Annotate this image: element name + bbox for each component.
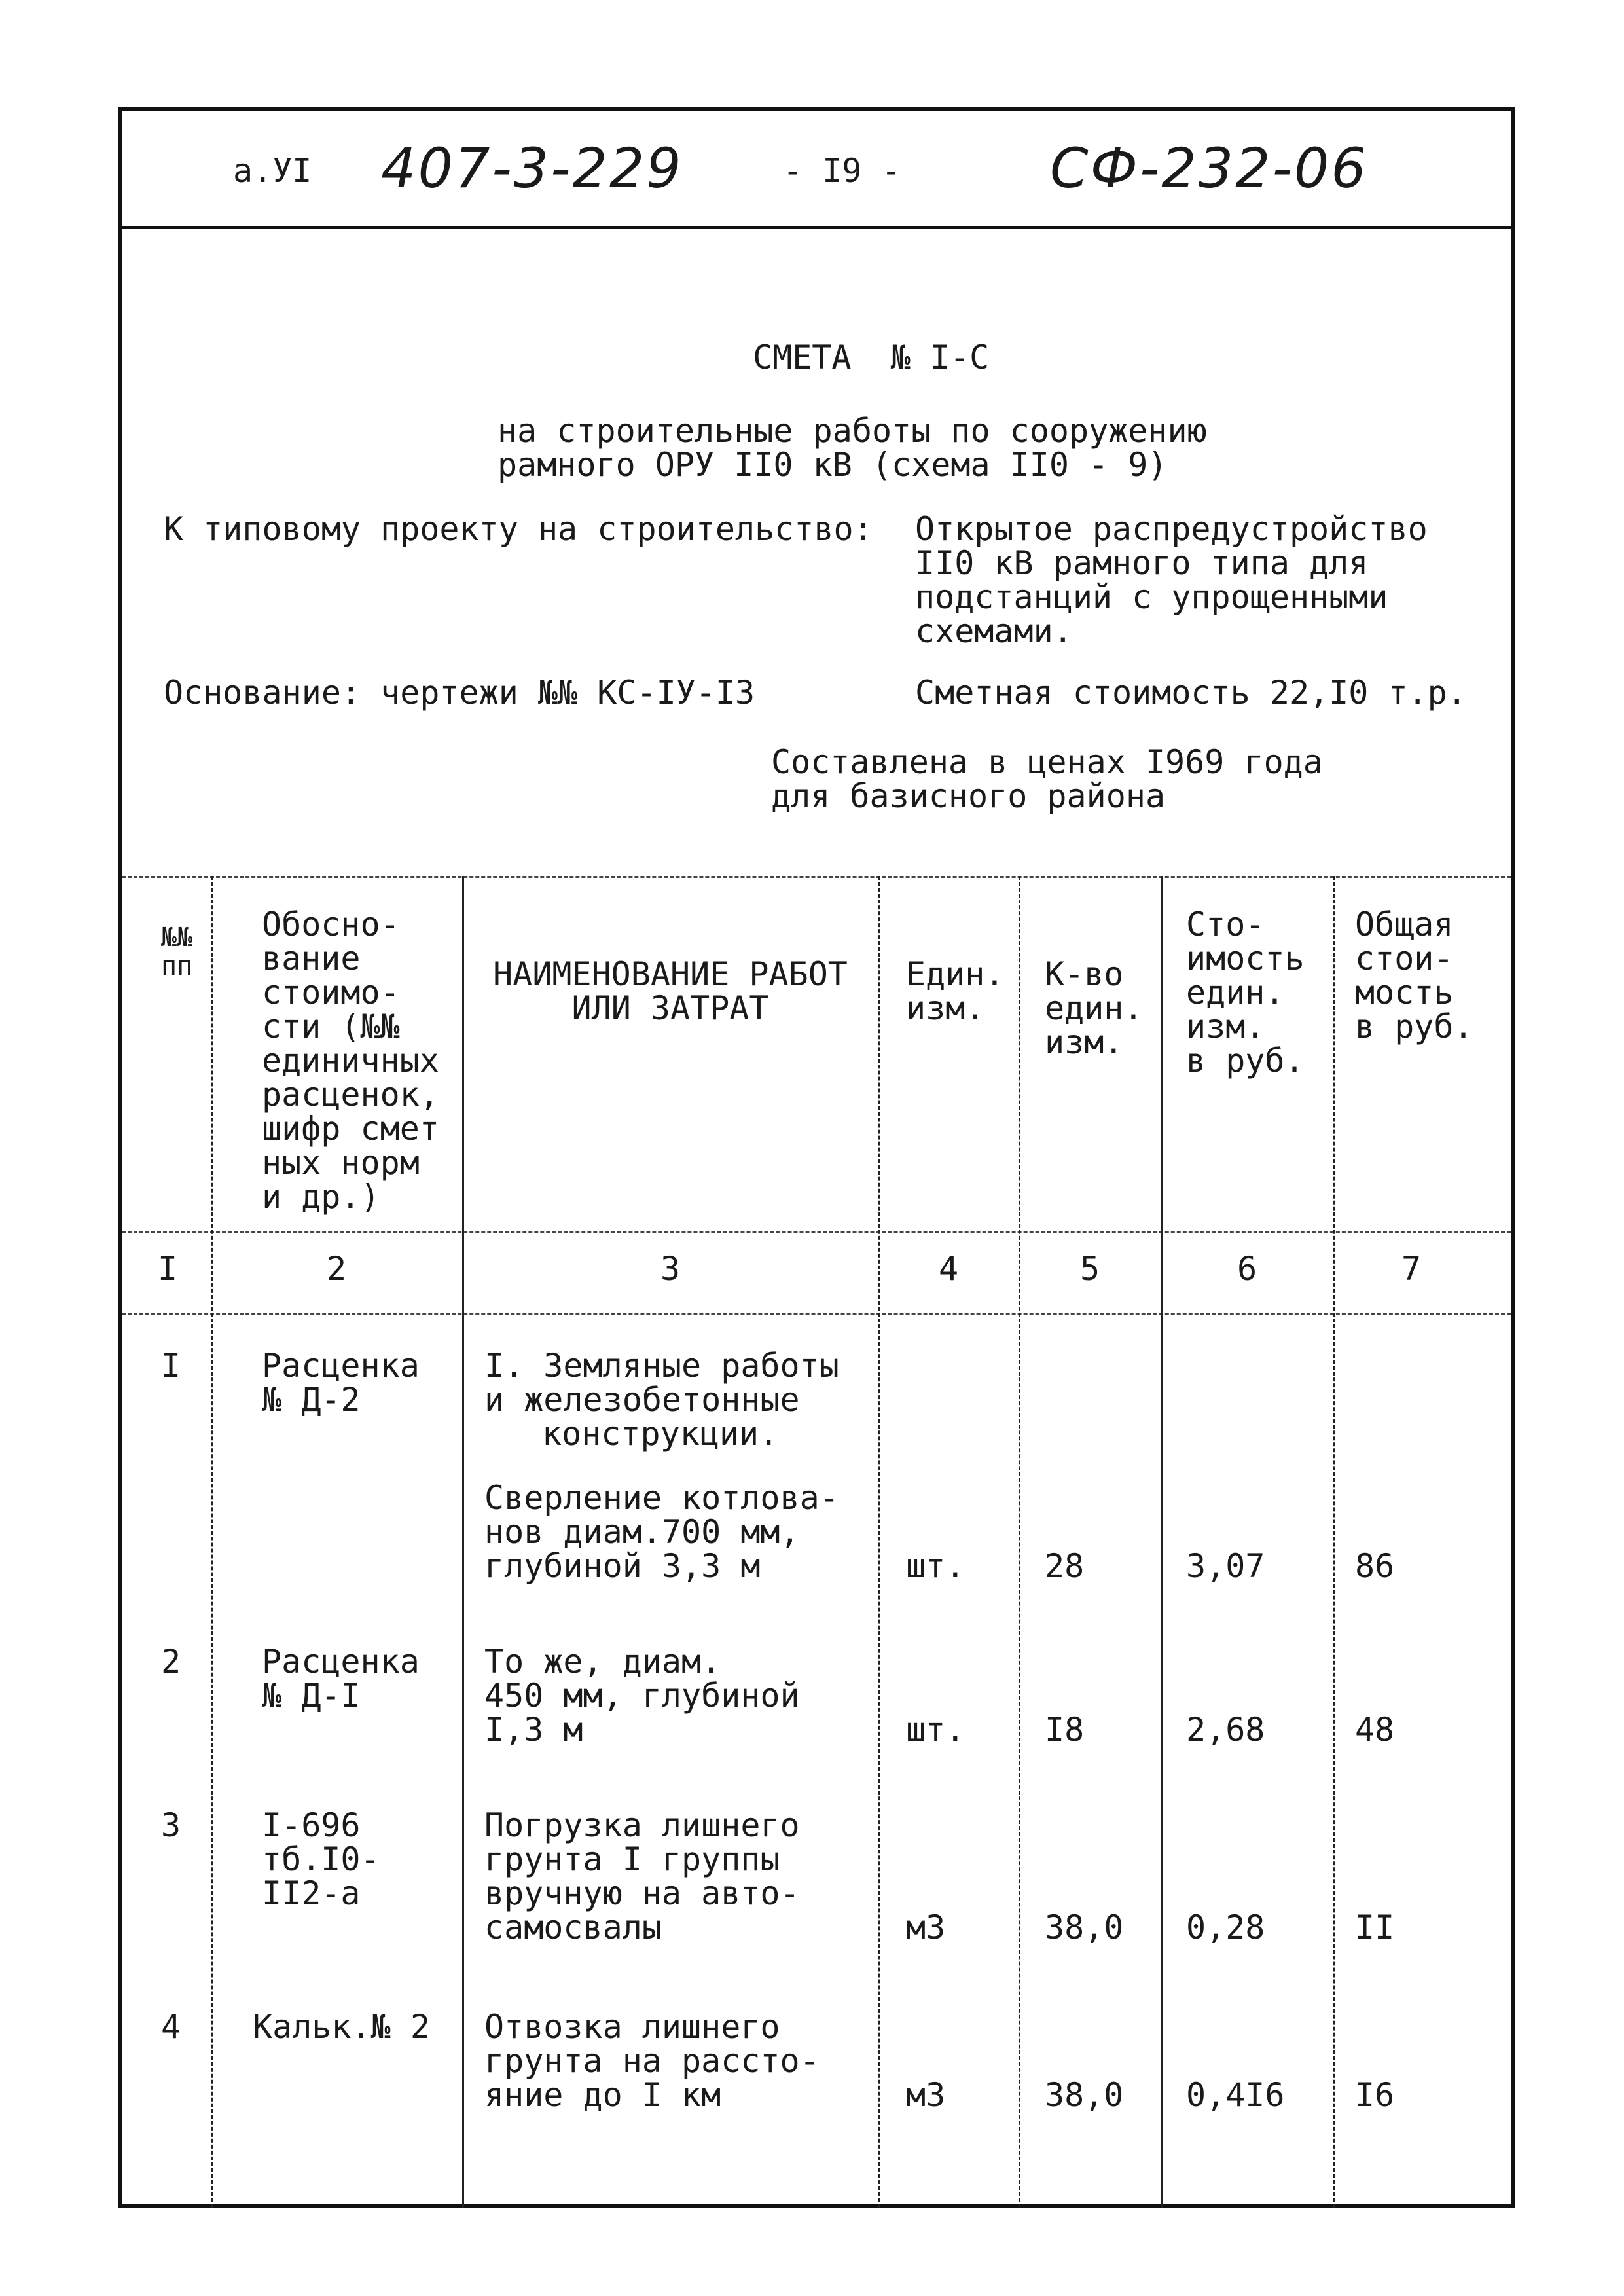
- subtitle-line-1: на строительные работы по сооружению: [497, 412, 1207, 450]
- row-number: 4: [161, 2008, 181, 2046]
- estimated-cost: Сметная стоимость 22,I0 т.р.: [915, 674, 1467, 712]
- colnum-bottom-line: [122, 1313, 1511, 1315]
- col-divider-1: [211, 876, 213, 2208]
- compiled-line-1: Составлена в ценах I969 года: [771, 743, 1323, 781]
- col-divider-2: [462, 876, 464, 2208]
- album-code: а.УI: [233, 152, 312, 190]
- basis-label: Основание: чертежи №№ КС-IУ-I3: [164, 674, 755, 712]
- row-number: 3: [161, 1806, 181, 1844]
- compiled-line-2: для базисного района: [771, 777, 1166, 815]
- table-top-line: [122, 876, 1511, 878]
- project-value-4: схемами.: [915, 612, 1073, 650]
- col-divider-4: [1019, 876, 1020, 2208]
- project-value-1: Открытое распредустройство: [915, 510, 1428, 548]
- project-value-2: II0 кВ рамного типа для: [915, 544, 1369, 582]
- project-value-3: подстанций с упрощенными: [915, 578, 1388, 616]
- col-divider-5: [1161, 876, 1163, 2208]
- subtitle-line-2: рамного ОРУ II0 кВ (схема II0 - 9): [497, 446, 1168, 484]
- project-number: 407-3-229: [381, 136, 683, 200]
- header-bottom-line: [122, 1231, 1511, 1233]
- col-divider-6: [1333, 876, 1335, 2208]
- document-code: СФ-232-06: [1050, 136, 1368, 200]
- page-number: - I9 -: [783, 152, 901, 190]
- estimate-title: СМЕТА № I-С: [753, 338, 990, 376]
- col-divider-3: [878, 876, 880, 2208]
- row-number: 2: [161, 1643, 181, 1681]
- project-label: К типовому проекту на строительство:: [164, 510, 873, 548]
- header-band: [122, 111, 1511, 229]
- row-number: I: [161, 1347, 181, 1385]
